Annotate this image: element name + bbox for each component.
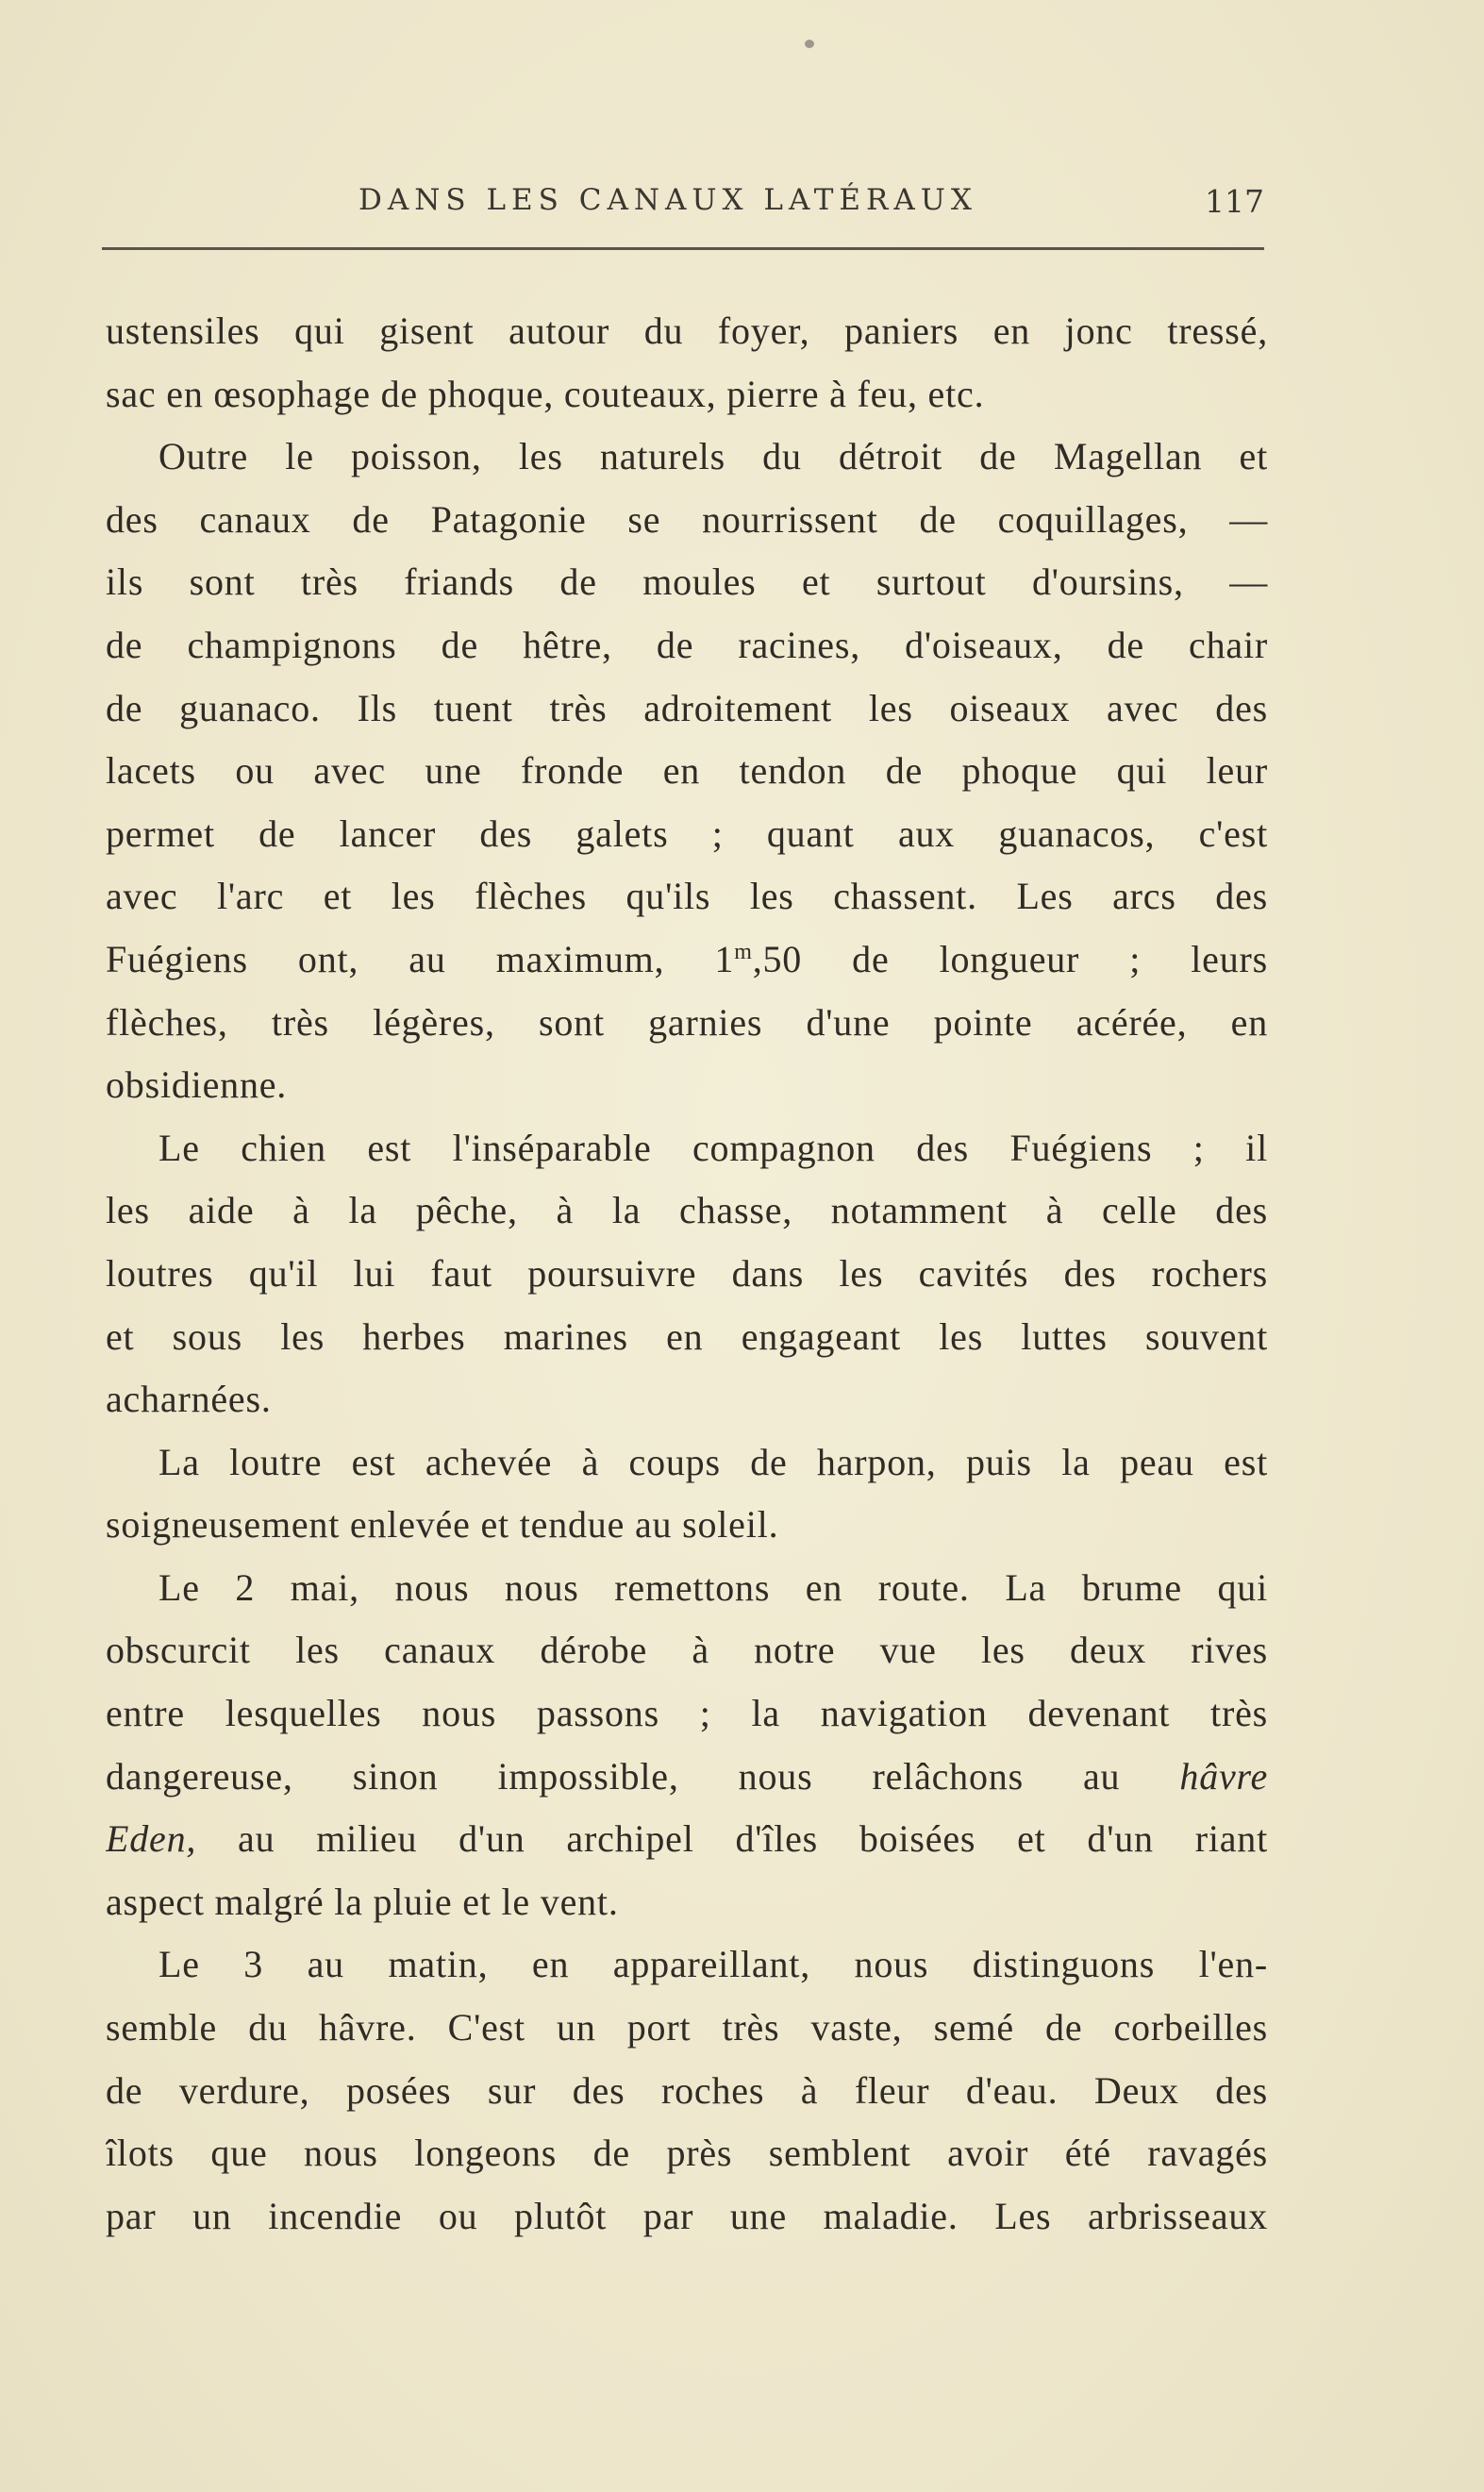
- text-line: sac en œsophage de phoque, couteaux, pierre à feu, etc.: [106, 372, 985, 415]
- text-line: flèches, très légères, sont garnies d'une pointe acérée, en: [106, 1000, 1268, 1044]
- text-line: Le 3 au matin, en appareillant, nous distinguons l'en-: [158, 1943, 1268, 1986]
- ink-speck: [805, 40, 814, 48]
- text-line: obsidienne.: [106, 1063, 288, 1107]
- header-rule: [102, 247, 1264, 250]
- page-header: [104, 183, 1264, 230]
- text-line: Le chien est l'inséparable compagnon des Fuégiens ; il: [158, 1126, 1268, 1169]
- text-segment: au milieu d'un archipel d'îles boisées et d'un riant: [196, 1817, 1268, 1861]
- text-line: ustensiles qui gisent autour du foyer, paniers en jonc tressé,: [106, 309, 1268, 352]
- text-line: permet de lancer des galets ; quant aux guanacos, c'est: [106, 811, 1268, 855]
- text-line: acharnées.: [106, 1378, 272, 1421]
- text-line: des canaux de Patagonie se nourrissent de coquillages, —: [106, 497, 1268, 541]
- text-line: lacets ou avec une fronde en tendon de phoque qui leur: [106, 749, 1268, 793]
- text-line: ils sont très friands de moules et surtout d'oursins, —: [106, 560, 1268, 604]
- text-line: entre lesquelles nous passons ; la navigation devenant très: [106, 1692, 1268, 1735]
- text-line: Le 2 mai, nous nous remettons en route. La brume qui: [158, 1565, 1268, 1609]
- text-segment: dangereuse, sinon impossible, nous relâchons au: [106, 1754, 1121, 1798]
- italic-place-name: Eden,: [106, 1817, 197, 1861]
- text-line: les aide à la pêche, à la chasse, notamment à celle des: [106, 1189, 1268, 1232]
- text-line-italic-start: [106, 1808, 1268, 1871]
- text-line: et sous les herbes marines en engageant les luttes souvent: [106, 1314, 1268, 1358]
- text-line: loutres qu'il lui faut poursuivre dans les cavités des rochers: [106, 1251, 1268, 1295]
- italic-place-name: hâvre: [1179, 1754, 1268, 1798]
- page-number: 117: [1205, 183, 1264, 220]
- text-line: La loutre est achevée à coups de harpon, puis la peau est: [158, 1440, 1268, 1483]
- measure-unit: m: [734, 939, 753, 964]
- text-line: avec l'arc et les flèches qu'ils les chassent. Les arcs des: [106, 875, 1268, 918]
- running-title: DANS LES CANAUX LATÉRAUX: [358, 183, 977, 217]
- text-line: soigneusement enlevée et tendue au soleil.: [106, 1503, 779, 1547]
- text-line: aspect malgré la pluie et le vent.: [106, 1880, 619, 1923]
- measure-before: Fuégiens ont, au maximum, 1: [106, 937, 735, 980]
- body-text: [106, 300, 1268, 2248]
- measure-after: ,50 de longueur ; leurs: [752, 937, 1268, 980]
- text-line: Outre le poisson, les naturels du détroit de Magellan et: [158, 435, 1268, 478]
- text-line: de guanaco. Ils tuent très adroitement les oiseaux avec des: [106, 686, 1268, 729]
- text-line: semble du hâvre. C'est un port très vaste, semé de corbeilles: [106, 2006, 1268, 2049]
- text-line: de verdure, posées sur des roches à fleur d'eau. Deux des: [106, 2068, 1268, 2112]
- text-line-measure: [106, 928, 1268, 992]
- text-line-italic-end: [106, 1746, 1268, 1809]
- text-line: obscurcit les canaux dérobe à notre vue les deux rives: [106, 1629, 1268, 1672]
- text-line: par un incendie ou plutôt par une maladie. Les arbrisseaux: [106, 2194, 1268, 2237]
- text-line: îlots que nous longeons de près semblent avoir été ravagés: [106, 2132, 1268, 2175]
- text-line: de champignons de hêtre, de racines, d'oiseaux, de chair: [106, 623, 1268, 666]
